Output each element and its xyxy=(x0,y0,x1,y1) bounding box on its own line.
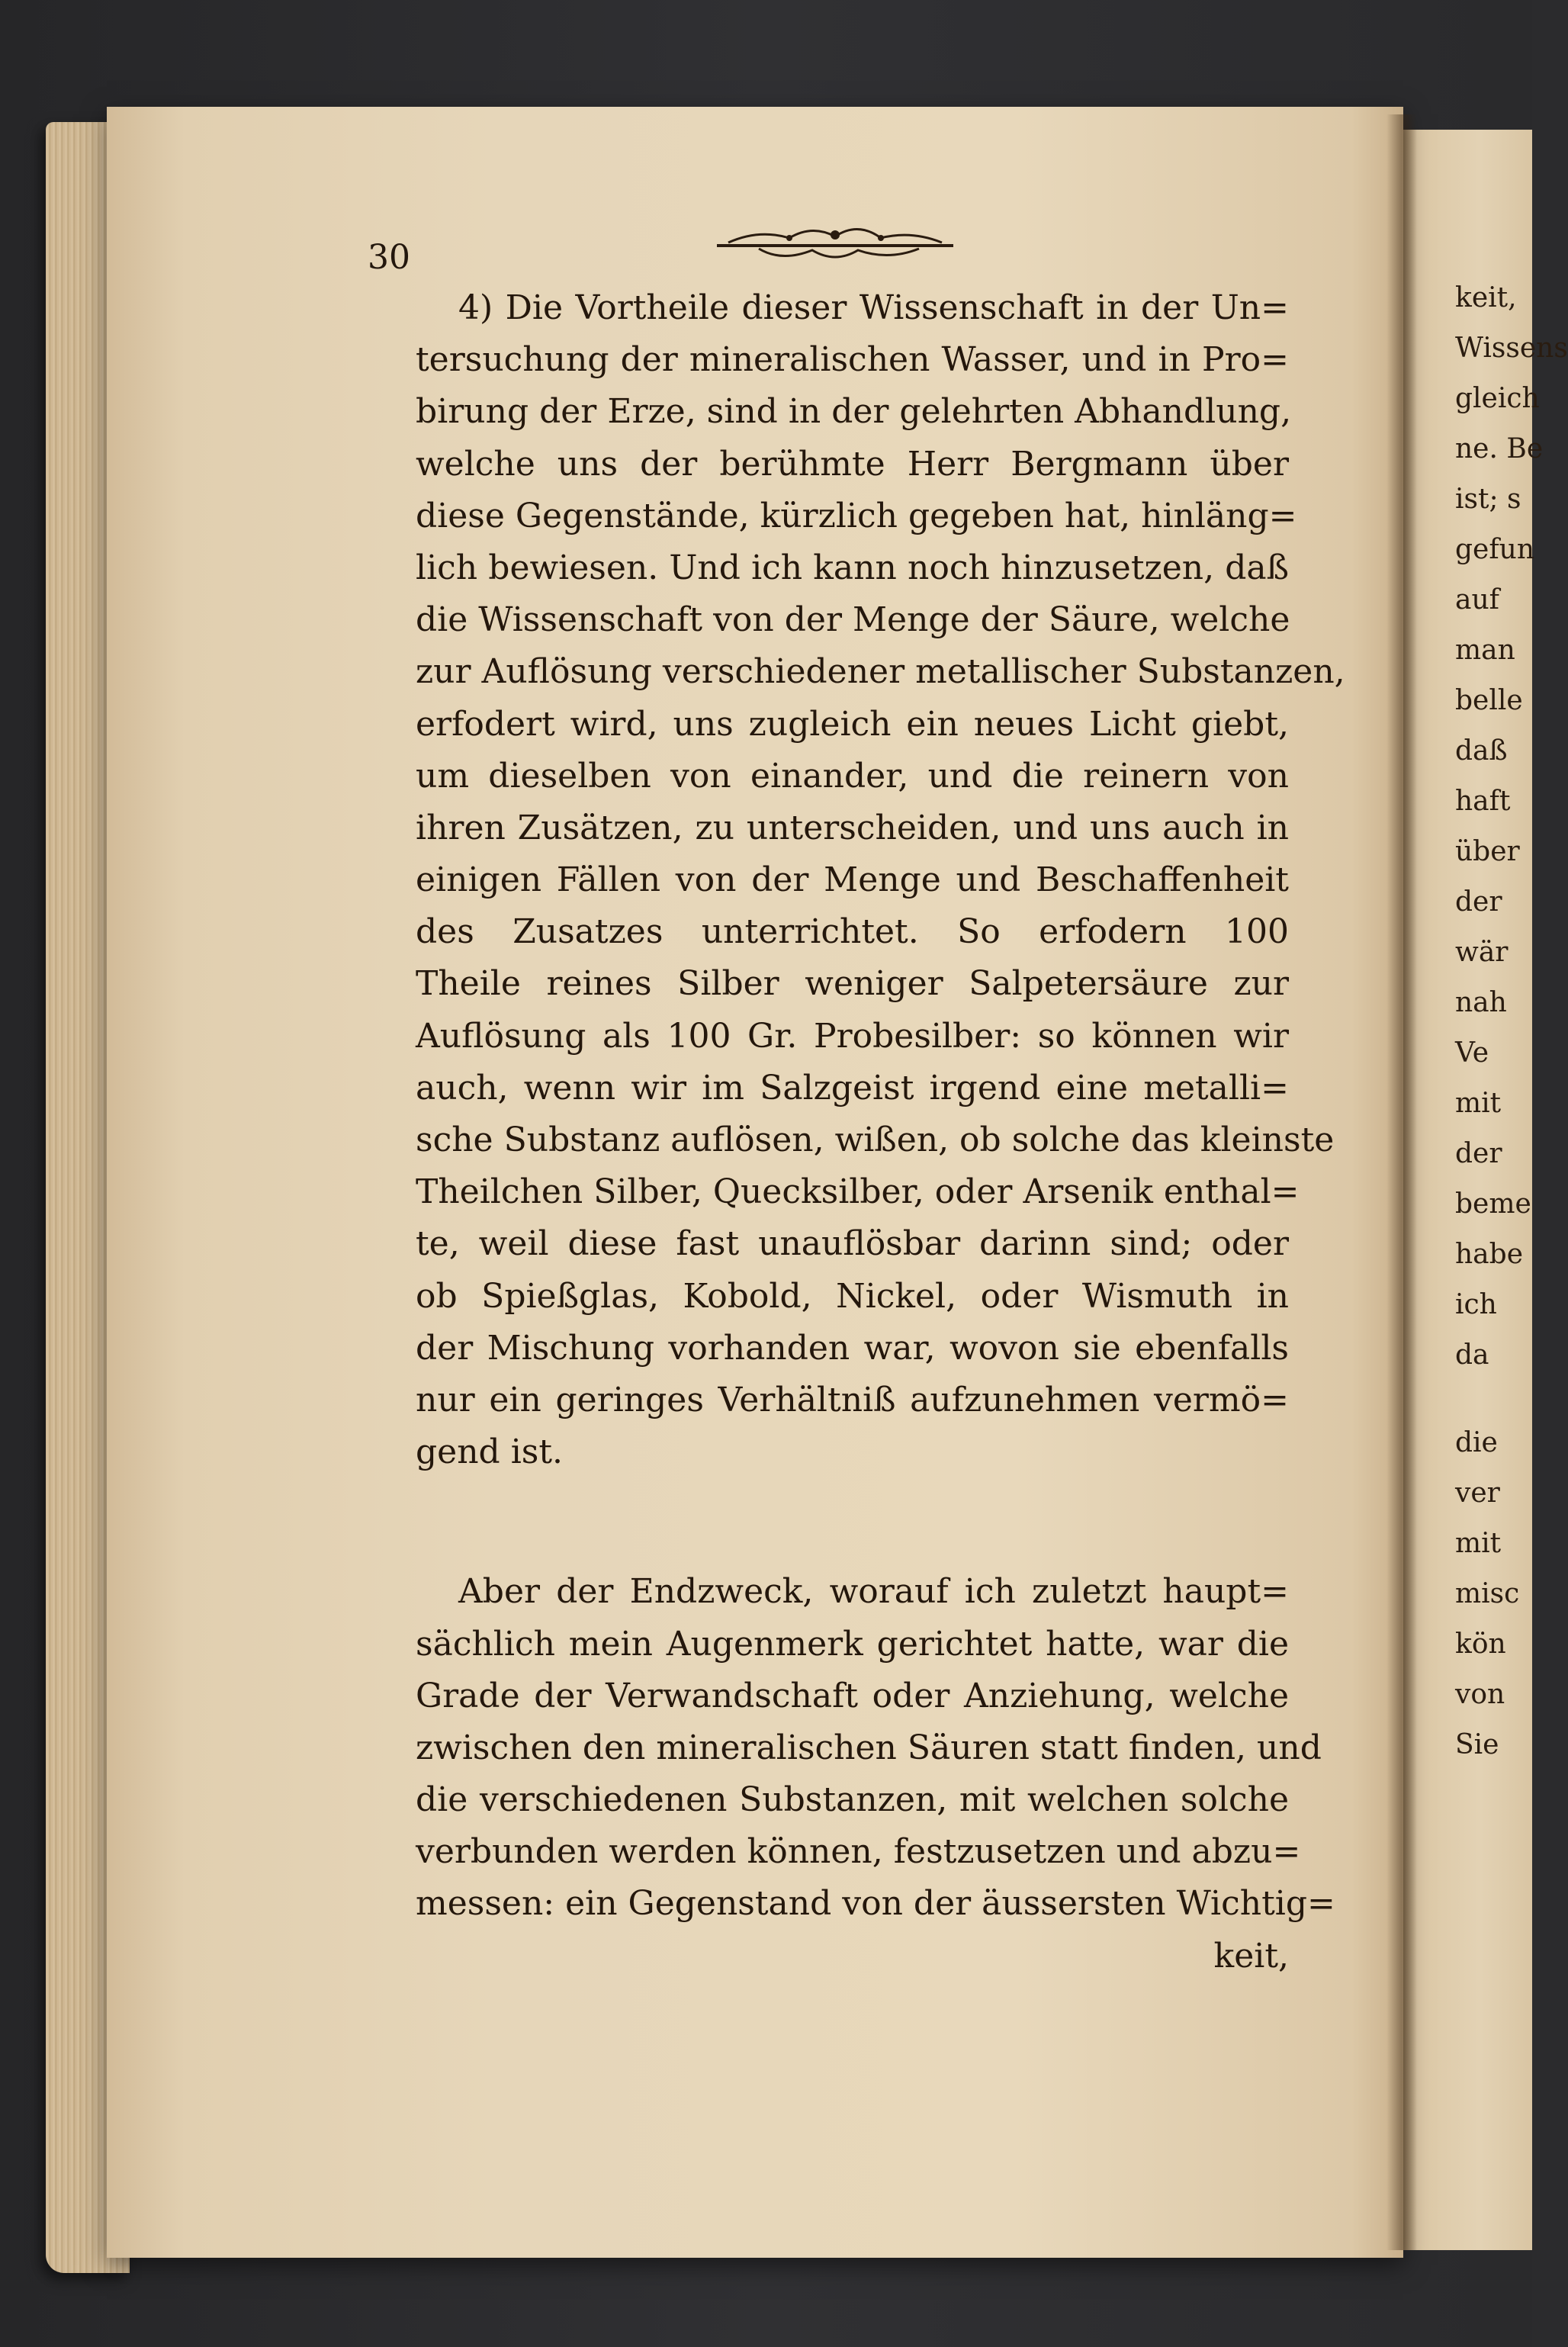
facing-page-fragment: Ve xyxy=(1455,1037,1489,1069)
book-gutter xyxy=(1386,114,1417,2250)
facing-page-fragment: mit xyxy=(1455,1088,1502,1119)
text-line: Auflösung als 100 Gr. Probesilber: so können wir xyxy=(416,1016,1289,1056)
text-line: messen: ein Gegenstand von der äussersten Wichtig= xyxy=(416,1884,1335,1924)
facing-page-fragment: gleich xyxy=(1455,383,1540,414)
facing-page-fragment: von xyxy=(1455,1679,1505,1710)
text-line: des Zusatzes unterrichtet. So erfodern 100 xyxy=(416,912,1289,952)
text-line: ihren Zusätzen, zu unterscheiden, und uns auch in xyxy=(416,808,1289,847)
text-line: die Wissenschaft von der Menge der Säure, welche xyxy=(416,600,1290,640)
text-line: lich bewiesen. Und ich kann noch hinzusetzen, daß xyxy=(416,548,1289,587)
facing-page-fragment: der xyxy=(1455,886,1502,918)
facing-page-fragment: über xyxy=(1455,836,1520,867)
facing-page-fragment: ver xyxy=(1455,1477,1500,1509)
catchword: keit, xyxy=(1213,1936,1289,1976)
facing-page-fragment: ist; s xyxy=(1455,484,1521,515)
facing-page-fragment: auf xyxy=(1455,584,1499,616)
facing-page-fragment: belle xyxy=(1455,685,1523,716)
facing-page-fragment: die xyxy=(1455,1427,1498,1458)
text-line: welche uns der berühmte Herr Bergmann über xyxy=(416,444,1289,484)
facing-page-fragment: habe xyxy=(1455,1239,1523,1270)
facing-page-fragment: nah xyxy=(1455,987,1507,1018)
text-line: auch, wenn wir im Salzgeist irgend eine metalli= xyxy=(416,1068,1289,1108)
text-line: Grade der Verwandschaft oder Anziehung, welche xyxy=(416,1676,1289,1715)
text-line: ob Spießglas, Kobold, Nickel, oder Wismuth in xyxy=(416,1276,1289,1316)
body-text xyxy=(416,282,1345,1982)
facing-page-fragment: man xyxy=(1455,635,1515,666)
facing-page-fragment: beme xyxy=(1455,1188,1531,1220)
facing-page-fragment: Wissens xyxy=(1455,333,1568,364)
facing-page-fragment: mit xyxy=(1455,1528,1502,1559)
text-line: Theile reines Silber weniger Salpetersäure zur xyxy=(416,964,1289,1004)
text-line: erfodert wird, uns zugleich ein neues Licht giebt, xyxy=(416,704,1289,744)
text-line: einigen Fällen von der Menge und Beschaffenheit xyxy=(416,860,1289,900)
facing-page-fragment: keit, xyxy=(1455,282,1517,313)
text-line: um dieselben von einander, und die reinern von xyxy=(416,756,1289,796)
text-line: der Mischung vorhanden war, wovon sie ebenfalls xyxy=(416,1328,1289,1368)
text-line: Theilchen Silber, Quecksilber, oder Arsenik enthal= xyxy=(416,1172,1300,1212)
facing-page-fragment: misc xyxy=(1455,1578,1520,1609)
facing-page-fragment: gefun xyxy=(1455,534,1535,565)
facing-page-fragment: Sie xyxy=(1455,1729,1499,1760)
page-number: 30 xyxy=(368,238,410,277)
facing-page-fragment: der xyxy=(1455,1138,1502,1169)
facing-page-fragment: daß xyxy=(1455,735,1508,767)
facing-page-fragment: wär xyxy=(1455,937,1509,968)
facing-page-fragment: kön xyxy=(1455,1628,1506,1660)
text-line: 4) Die Vortheile dieser Wissenschaft in der Un= xyxy=(458,288,1289,327)
text-line: birung der Erze, sind in der gelehrten Abhandlung, xyxy=(416,392,1292,432)
text-line: te, weil diese fast unauflösbar darinn sind; oder xyxy=(416,1224,1289,1264)
facing-page-fragment: haft xyxy=(1455,786,1511,817)
facing-page-fragment: ich xyxy=(1455,1289,1497,1320)
text-line: die verschiedenen Substanzen, mit welchen solche xyxy=(416,1780,1289,1820)
text-line: tersuchung der mineralischen Wasser, und in Pro= xyxy=(416,340,1289,380)
facing-page-fragment: da xyxy=(1455,1339,1489,1371)
text-line: sächlich mein Augenmerk gerichtet hatte, war die xyxy=(416,1624,1289,1664)
text-line: zur Auflösung verschiedener metallischer Substanzen, xyxy=(416,652,1345,692)
text-line: sche Substanz auflösen, wißen, ob solche das kleinste xyxy=(416,1120,1335,1159)
text-line: zwischen den mineralischen Säuren statt finden, und xyxy=(416,1728,1322,1767)
facing-page-fragment: ne. Be xyxy=(1455,433,1544,465)
printer-ornament-icon xyxy=(713,215,957,268)
text-line: gend ist. xyxy=(416,1432,564,1472)
text-line: nur ein geringes Verhältniß aufzunehmen vermö= xyxy=(416,1380,1289,1419)
text-line: diese Gegenstände, kürzlich gegeben hat, hinläng= xyxy=(416,496,1297,535)
text-line: Aber der Endzweck, worauf ich zuletzt haupt= xyxy=(458,1572,1289,1612)
text-line: verbunden werden können, festzusetzen und abzu= xyxy=(416,1832,1301,1872)
